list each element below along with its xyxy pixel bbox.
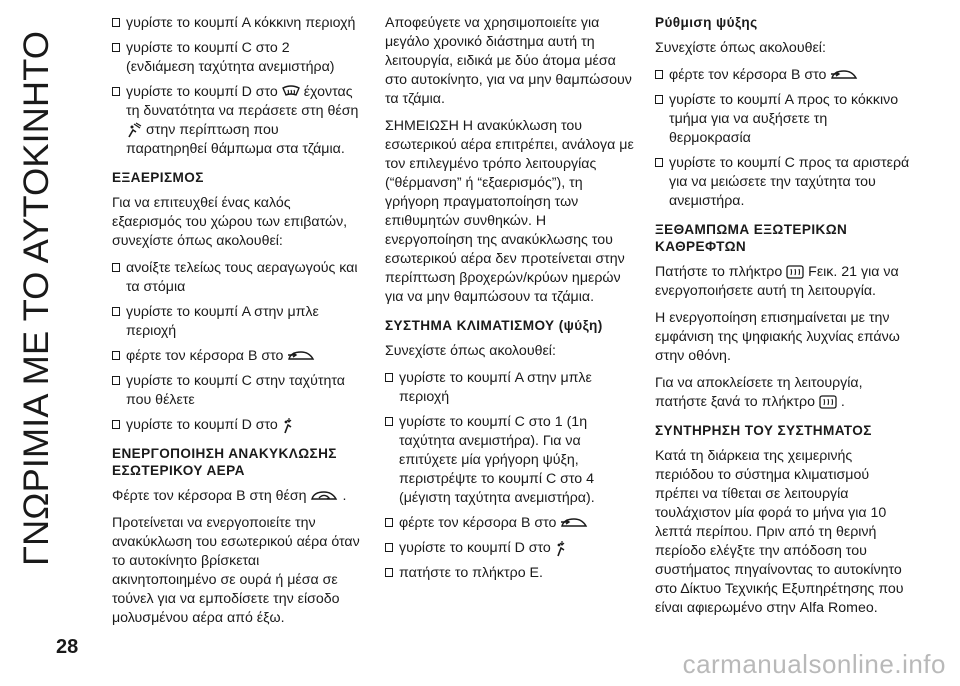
list-item: γυρίστε το κουμπί D στο έχοντας τη δυνατότητα να περάσετε στη θέση στην περίπτωση που παρατηρηθεί θάμπωμα στα τζάμια.: [112, 83, 362, 159]
list-item: γυρίστε το κουμπί C προς τα αριστερά για να μειώσετε την ταχύτητα του ανεμιστήρα.: [655, 154, 910, 211]
section-heading-ventilation: ΕΞΑΕΡΙΣΜΟΣ: [112, 170, 204, 185]
section-heading-cooling-adjustment: Ρύθμιση ψύξης: [655, 15, 758, 30]
list-item: γυρίστε το κουμπί C στο 2 (ενδιάμεση ταχύτητα ανεμιστήρα): [112, 39, 362, 77]
fresh-air-icon: [830, 68, 858, 82]
list-item: γυρίστε το κουμπί A στην μπλε περιοχή: [385, 369, 635, 407]
paragraph: Συνεχίστε όπως ακολουθεί:: [655, 40, 826, 56]
section-heading-maintenance: ΣΥΝΤΗΡΗΣΗ ΤΟΥ ΣΥΣΤΗΜΑΤΟΣ: [655, 423, 872, 438]
list-item: γυρίστε το κουμπί A στην μπλε περιοχή: [112, 303, 362, 341]
list-item: γυρίστε το κουμπί A κόκκινη περιοχή: [112, 14, 362, 33]
foot-windshield-icon: [126, 122, 142, 138]
chapter-title-text: ΓΝΩΡΙΜΙΑ ΜΕ ΤΟ ΑΥΤΟΚΙΝΗΤΟ: [17, 51, 56, 566]
section-heading-air-conditioning: ΣΥΣΤΗΜΑ ΚΛΙΜΑΤΙΣΜΟΥ (ψύξη): [385, 318, 603, 333]
rear-window-heat-icon: [786, 265, 804, 279]
foot-vent-icon: [555, 539, 567, 557]
paragraph: Αποφεύγετε να χρησιμοποιείτε για μεγάλο χρονικό διάστημα αυτή τη λειτουργία, ειδικά με δύο άτομα μέσα στο αυτοκίνητο, για να μην θαμπώσουν τα τζάμια.: [385, 15, 632, 107]
list-item: ανοίξτε τελείως τους αεραγωγούς και τα στόμια: [112, 259, 362, 297]
list-item: φέρτε τον κέρσορα B στο: [655, 66, 910, 85]
paragraph: Για να επιτευχθεί ένας καλός εξαερισμός του χώρου των επιβατών, συνεχίστε όπως ακολουθεί:: [112, 195, 348, 249]
watermark: carmanualsonline.info: [682, 649, 946, 679]
section-heading-mirror-defrost: ΞΕΘΑΜΠΩΜΑ ΕΞΩΤΕΡΙΚΩΝ ΚΑΘΡΕΦΤΩΝ: [655, 222, 848, 254]
column-1: [112, 14, 362, 636]
paragraph: Συνεχίστε όπως ακολουθεί:: [385, 343, 556, 359]
note-paragraph: ΣΗΜΕΙΩΣΗ Η ανακύκλωση του εσωτερικού αέρα επιτρέπει, ανάλογα με τον επιλεγμένο τρόπο λειτουργίας (“θέρμανση” ή “εξαερισμός”), τη γρήγορη πραγματοποίηση των επιθυμητών συνθηκών. Η ενεργοποίηση της ανακύκλωσης του εσωτερικού αέρα δεν προτείνεται στην περίπτωση βροχερών/κρύων ημερών για να μην θαμπώσουν τα τζάμια.: [385, 118, 634, 305]
paragraph: Προτείνεται να ενεργοποιείτε την ανακύκλωση του εσωτερικού αέρα όταν το αυτοκίνητο βρίσκεται ακινητοποιημένο σε ουρά ή μέσα σε τούνελ για να εμποδίσετε την είσοδο μολυσμένου αέρα από έξω.: [112, 515, 360, 626]
list-item: γυρίστε το κουμπί C στην ταχύτητα που θέλετε: [112, 372, 362, 410]
recirculation-icon: [310, 489, 338, 503]
paragraph: Φέρτε τον κέρσορα B στη θέση .: [112, 488, 347, 504]
windshield-defrost-icon: [282, 85, 300, 99]
list-item: φέρτε τον κέρσορα B στο: [112, 347, 362, 366]
paragraph: Πατήστε το πλήκτρο Fεικ. 21 για να ενεργοποιήσετε αυτή τη λειτουργία.: [655, 264, 899, 299]
foot-vent-icon: [282, 416, 294, 434]
fresh-air-icon: [560, 516, 588, 530]
list-item: γυρίστε το κουμπί D στο: [112, 416, 362, 435]
list-item: γυρίστε το κουμπί A προς το κόκκινο τμήμα για να αυξήσετε τη θερμοκρασία: [655, 91, 910, 148]
column-3: [655, 14, 910, 626]
page-number: 28: [56, 636, 79, 658]
paragraph: Κατά τη διάρκεια της χειμερινής περιόδου το σύστημα κλιματισμού πρέπει να τίθεται σε λειτουργία τουλάχιστον μία φορά το μήνα για 10 λεπτά περίπου. Πριν από τη θερινή περίοδο ελέγξτε την απόδοση του συστήματος πηγαίνοντας το αυτοκίνητο στο Δίκτυο Τεχνικής Εξυπηρέτησης που είναι αφιερωμένο στην Alfa Romeo.: [655, 448, 904, 616]
fresh-air-icon: [287, 349, 315, 363]
paragraph: Η ενεργοποίηση επισημαίνεται με την εμφάνιση της ψηφιακής λυχνίας επάνω στην οθόνη.: [655, 310, 900, 364]
rear-window-heat-icon: [819, 395, 837, 409]
list-item: πατήστε το πλήκτρο E.: [385, 564, 635, 583]
list-item: φέρτε τον κέρσορα B στο: [385, 514, 635, 533]
section-heading-recirculation: ΕΝΕΡΓΟΠΟΙΗΣΗ ΑΝΑΚΥΚΛΩΣΗΣ ΕΣΩΤΕΡΙΚΟΥ ΑΕΡΑ: [112, 446, 337, 478]
paragraph: Για να αποκλείσετε τη λειτουργία, πατήστε ξανά το πλήκτρο .: [655, 375, 863, 410]
list-item: γυρίστε το κουμπί D στο: [385, 539, 635, 558]
list-item: γυρίστε το κουμπί C στο 1 (1η ταχύτητα ανεμιστήρα). Για να επιτύχετε μία γρήγορη ψύξη, περιστρέψτε το κουμπί C στο 4 (μέγιστη ταχύτητα ανεμιστήρα).: [385, 413, 635, 508]
column-2: [385, 14, 635, 589]
chapter-title: [12, 18, 56, 578]
